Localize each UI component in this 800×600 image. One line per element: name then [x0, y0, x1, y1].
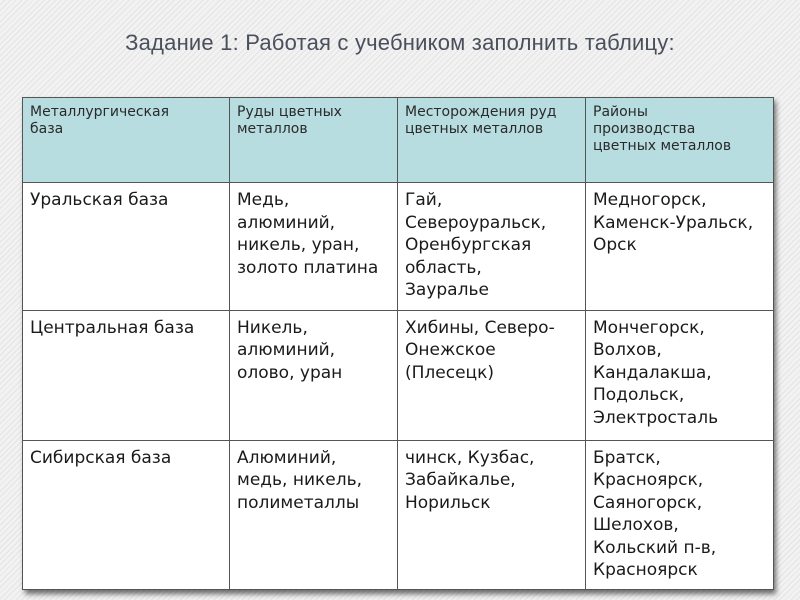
table-cell: Медь, алюминий, никель, уран, золото платина: [230, 183, 398, 311]
table-cell: Гай, Североуральск, Оренбургская область, Зауралье: [398, 183, 586, 311]
table-cell: Никель, алюминий, олово, уран: [230, 310, 398, 440]
table-cell: Хибины, Северо- Онежское (Плесецк): [398, 310, 586, 440]
table-cell: Сибирская база: [23, 440, 230, 589]
table-row: [23, 183, 774, 311]
table-cell: чинск, Кузбас, Забайкалье, Норильск: [398, 440, 586, 589]
table-cell: Мончегорск, Волхов, Кандалакша, Подольск, Электросталь: [586, 310, 774, 440]
table-cell: Центральная база: [23, 310, 230, 440]
table-container: [22, 97, 773, 590]
header-cell-metallurgical-base: Металлургическая база: [23, 98, 230, 183]
table-cell: Алюминий, медь, никель, полиметаллы: [230, 440, 398, 589]
table-row: [23, 310, 774, 440]
header-cell-deposits: Месторождения руд цветных металлов: [398, 98, 586, 183]
table-header-row: [23, 98, 774, 183]
table-row: [23, 440, 774, 589]
table-cell: Братск, Красноярск, Саяногорск, Шелохов, Кольский п-в, Красноярск: [586, 440, 774, 589]
metallurgy-table: [22, 97, 774, 590]
table-cell: Медногорск, Каменск-Уральск, Орск: [586, 183, 774, 311]
slide-title: Задание 1: Работая с учебником заполнить таблицу:: [125, 30, 675, 55]
header-cell-production-areas: Районы производства цветных металлов: [586, 98, 774, 183]
table-cell: Уральская база: [23, 183, 230, 311]
header-cell-ores: Руды цветных металлов: [230, 98, 398, 183]
